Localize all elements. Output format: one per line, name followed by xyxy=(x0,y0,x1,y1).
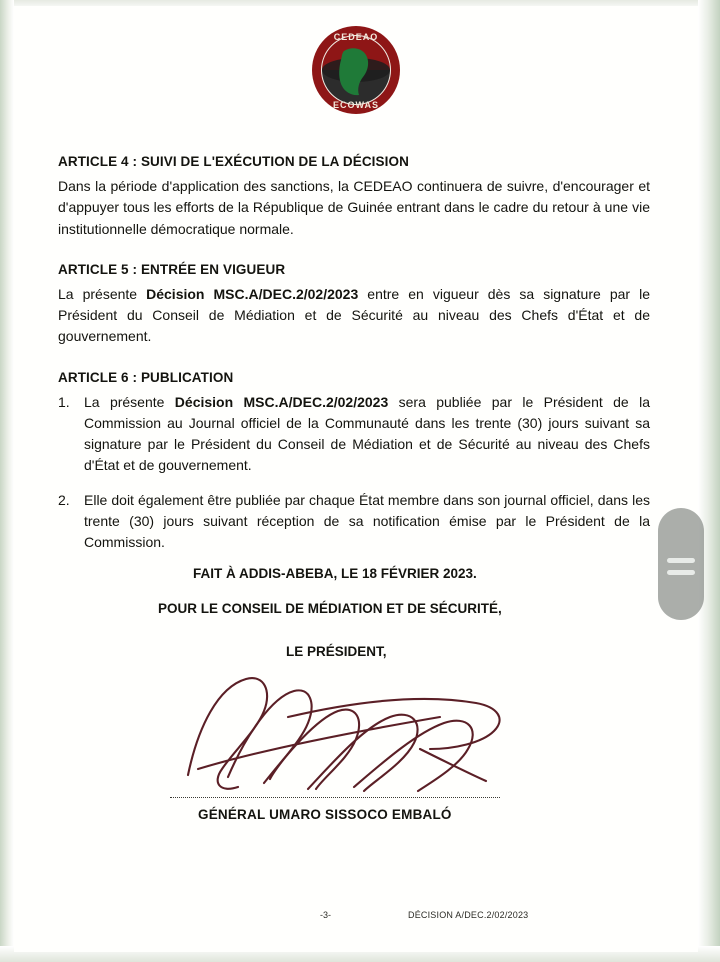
article-5-reference: Décision MSC.A/DEC.2/02/2023 xyxy=(146,285,359,302)
article-6-list xyxy=(58,392,650,554)
ecowas-emblem-icon xyxy=(310,24,402,116)
president-label: LE PRÉSIDENT, xyxy=(286,644,387,660)
closing-block xyxy=(58,566,650,659)
article-4-paragraph: Dans la période d'application des sanctions, la CEDEAO continuera de suivre, d'encourager et d'appuyer tous les efforts de la République de Guinée entrant dans le cadre du retour à une vie institutionnelle démocratique normale. xyxy=(58,178,650,237)
list-item-text xyxy=(84,392,650,477)
handwritten-signature-icon xyxy=(168,657,568,807)
article-5-suffix: entre en vigueur dès sa signature par le Président du Conseil de Médiation et de Sécurité au niveau des Chefs d'État et de gouvernement. xyxy=(58,285,650,345)
page-number: -3- xyxy=(320,910,331,920)
page-edge-right xyxy=(698,0,720,962)
list-item-suffix: Elle doit également être publiée par chaque État membre dans son journal officiel, dans les trente (30) jours suivant réception de sa notification émise par le Président de la Commission. xyxy=(84,491,650,551)
signature-area xyxy=(58,661,650,831)
article-4-heading: ARTICLE 4 : SUIVI DE L'EXÉCUTION DE LA DÉCISION xyxy=(58,154,409,169)
document-body xyxy=(58,154,650,831)
scroll-handle-bar-bottom xyxy=(667,570,695,575)
svg-text:ECOWAS: ECOWAS xyxy=(332,100,380,110)
paper-surface xyxy=(14,6,698,952)
page-footer xyxy=(58,910,650,926)
list-item-number: 1. xyxy=(58,393,70,410)
for-the-council: POUR LE CONSEIL DE MÉDIATION ET DE SÉCURITÉ, xyxy=(158,601,502,617)
svg-text:CEDEAO: CEDEAO xyxy=(333,32,379,42)
list-item-reference: Décision MSC.A/DEC.2/02/2023 xyxy=(174,393,389,410)
article-5-prefix: La présente xyxy=(58,285,147,302)
page-edge-left xyxy=(0,0,14,962)
signature-dotted-line xyxy=(170,797,500,798)
scroll-handle[interactable] xyxy=(658,508,704,620)
ecowas-logo xyxy=(14,24,698,116)
article-5-paragraph xyxy=(58,284,650,348)
list-item xyxy=(58,392,650,477)
list-item xyxy=(58,490,650,554)
signer-name: GÉNÉRAL UMARO SISSOCO EMBALÓ xyxy=(198,807,452,823)
list-item-prefix: La présente xyxy=(84,393,175,410)
place-and-date: FAIT À ADDIS-ABEBA, LE 18 FÉVRIER 2023. xyxy=(193,566,477,582)
list-item-number: 2. xyxy=(58,491,70,508)
article-6-heading: ARTICLE 6 : PUBLICATION xyxy=(58,369,234,385)
list-item-suffix: sera publiée par le Président de la Commission au Journal officiel de la Communauté dans les trente (30) jours suivant sa signature par le Président du Conseil de Médiation et de Sécurité au niveau des Chefs d'État et de gouvernement. xyxy=(84,393,650,474)
list-item-text xyxy=(84,490,650,554)
scroll-handle-bar-top xyxy=(667,558,695,563)
article-5-heading: ARTICLE 5 : ENTRÉE EN VIGUEUR xyxy=(58,261,286,277)
document-reference: DÉCISION A/DEC.2/02/2023 xyxy=(408,910,529,920)
